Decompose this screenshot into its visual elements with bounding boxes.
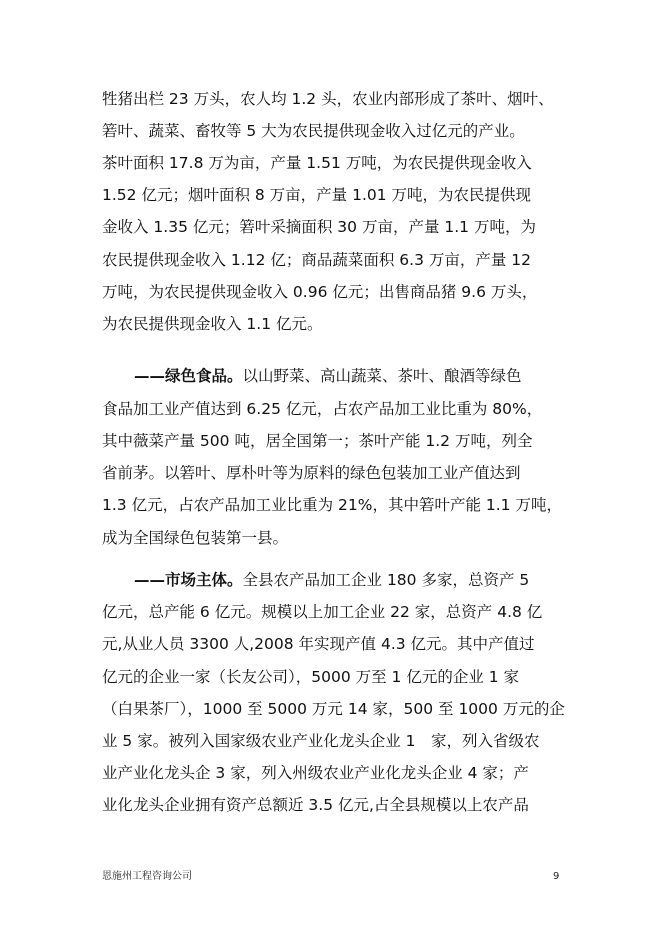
- body-line-2: 箬叶、蔬菜、畜牧等 5 大为农民提供现金收入过亿元的产业。: [102, 122, 525, 140]
- body-line-5: 金收入 1.35 亿元；箬叶采摘面积 30 万亩，产量 1.1 万吨，为: [102, 218, 536, 236]
- green-food-line-2: 食品加工业产值达到 6.25 亿元，占农产品加工业比重为 80%，: [102, 400, 543, 418]
- green-food-heading: ——绿色食品。: [134, 367, 243, 385]
- green-food-line-3: 其中薇菜产量 500 吨，居全国第一；茶叶产能 1.2 万吨，列全: [102, 432, 533, 450]
- green-food-first-text: 以山野菜、高山蔬菜、茶叶、酿酒等绿色: [242, 367, 522, 385]
- green-food-line-6: 成为全国绿色包装第一县。: [102, 529, 289, 547]
- market-heading: ——市场主体。: [134, 571, 243, 589]
- market-line-8: 业化龙头企业拥有资产总额近 3.5 亿元,占全县规模以上农产品: [102, 796, 529, 814]
- green-food-line-4: 省前茅。以箬叶、厚朴叶等为原料的绿色包装加工业产值达到: [102, 464, 521, 482]
- market-line-6: 业 5 家。被列入国家级农业产业化龙头企业 1 家，列入省级农: [102, 732, 540, 750]
- market-line-3: 元,从业人员 3300 人,2008 年实现产值 4.3 亿元。其中产值过: [102, 635, 535, 653]
- green-food-line-5: 1.3 亿元，占农产品加工业比重为 21%，其中箬叶产能 1.1 万吨，: [102, 496, 562, 514]
- body-line-7: 万吨，为农民提供现金收入 0.96 亿元；出售商品猪 9.6 万头，: [102, 283, 538, 301]
- footer-company: 恩施州工程咨询公司: [102, 871, 192, 882]
- market-line-4: 亿元的企业一家（长友公司），5000 万至 1 亿元的企业 1 家: [102, 668, 520, 686]
- body-line-1: 牲猪出栏 23 万头，农人均 1.2 头，农业内部形成了茶叶、烟叶、: [102, 90, 554, 108]
- body-line-4: 1.52 亿元；烟叶面积 8 万亩，产量 1.01 万吨，为农民提供现: [102, 186, 532, 204]
- market-line-5: （白果茶厂），1000 至 5000 万元 14 家，500 至 1000 万元的企: [102, 700, 565, 718]
- market-first-text: 全县农产品加工企业 180 多家，总资产 5: [242, 571, 530, 589]
- page-number: 9: [553, 871, 560, 882]
- market-first-line: [134, 570, 604, 590]
- body-line-3: 茶叶面积 17.8 万为亩，产量 1.51 万吨，为农民提供现金收入: [102, 154, 532, 172]
- green-food-first-line: [134, 366, 604, 386]
- body-line-6: 农民提供现金收入 1.12 亿；商品蔬菜面积 6.3 万亩，产量 12: [102, 251, 532, 269]
- body-line-8: 为农民提供现金收入 1.1 亿元。: [102, 315, 323, 333]
- market-line-2: 亿元，总产能 6 亿元。规模以上加工企业 22 家，总资产 4.8 亿: [102, 603, 543, 621]
- market-line-7: 业产业化龙头企 3 家，列入州级农业产业化龙头企业 4 家；产: [102, 764, 529, 782]
